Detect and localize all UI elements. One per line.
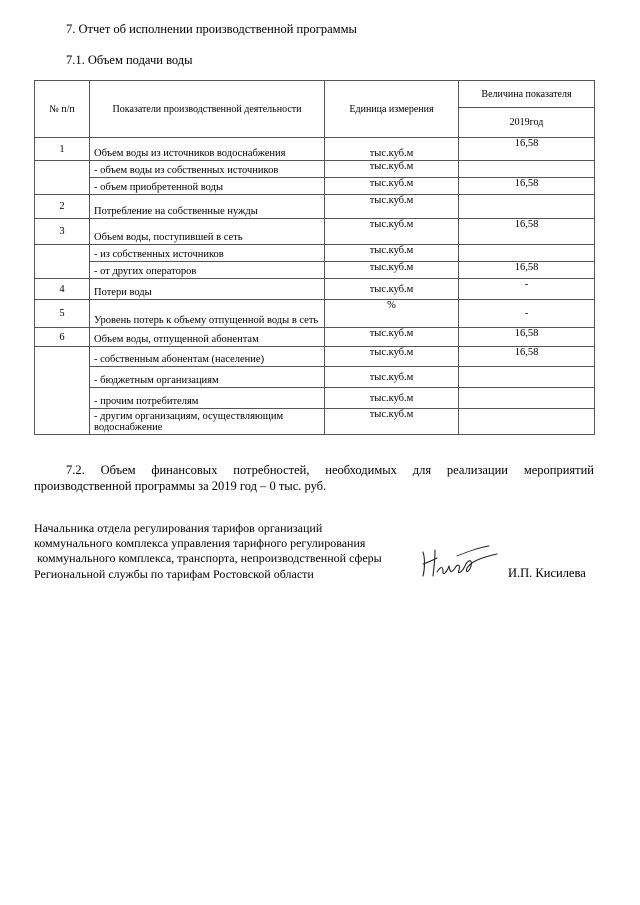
row-indicator: Потери воды <box>90 279 325 300</box>
table-row <box>35 161 595 178</box>
row-value: 16,58 <box>459 328 595 347</box>
row-indicator: Объем воды, поступившей в сеть <box>90 219 325 245</box>
row-num: 6 <box>35 328 90 347</box>
row-unit: тыс.куб.м <box>325 138 459 161</box>
table-row <box>35 367 595 388</box>
row-indicator: - другим организациям, осуществляющим водоснабжение <box>90 409 325 435</box>
row-value: - <box>459 300 595 328</box>
row-unit: тыс.куб.м <box>325 195 459 219</box>
signatory-position <box>34 521 382 582</box>
table-row <box>35 219 595 245</box>
table-row <box>35 409 595 435</box>
section-heading-7-1: 7.1. Объем подачи воды <box>66 53 193 67</box>
row-num: 5 <box>35 300 90 328</box>
row-num <box>35 347 90 435</box>
row-num: 3 <box>35 219 90 245</box>
row-indicator: - объем приобретенной воды <box>90 178 325 195</box>
row-indicator: - объем воды из собственных источников <box>90 161 325 178</box>
row-value <box>459 245 595 262</box>
row-value: 16,58 <box>459 178 595 195</box>
row-value: 16,58 <box>459 219 595 245</box>
row-unit: % <box>325 300 459 328</box>
header-num: № п/п <box>35 81 90 138</box>
table-row <box>35 195 595 219</box>
row-value <box>459 388 595 409</box>
paragraph-7-2-line1: 7.2. Объем финансовых потребностей, необходимых для реализации мероприятий <box>66 463 594 477</box>
row-num: 4 <box>35 279 90 300</box>
table-row <box>35 262 595 279</box>
row-unit: тыс.куб.м <box>325 178 459 195</box>
signatory-name: И.П. Кисилева <box>508 566 586 580</box>
row-unit: тыс.куб.м <box>325 347 459 367</box>
row-indicator: Уровень потерь к объему отпущенной воды в сеть <box>90 300 325 328</box>
water-supply-table <box>34 80 595 435</box>
table-row <box>35 138 595 161</box>
table-row <box>35 388 595 409</box>
row-unit: тыс.куб.м <box>325 409 459 435</box>
row-unit: тыс.куб.м <box>325 245 459 262</box>
row-unit: тыс.куб.м <box>325 262 459 279</box>
handwritten-signature <box>417 540 499 584</box>
header-value-group: Величина показателя <box>459 81 595 108</box>
section-heading-7: 7. Отчет об исполнении производственной программы <box>66 22 357 36</box>
header-unit: Единица измерения <box>325 81 459 138</box>
row-value: 16,58 <box>459 262 595 279</box>
row-value: 16,58 <box>459 347 595 367</box>
row-indicator: Объем воды, отпущенной абонентам <box>90 328 325 347</box>
row-unit: тыс.куб.м <box>325 161 459 178</box>
table-row <box>35 328 595 347</box>
row-unit: тыс.куб.м <box>325 219 459 245</box>
row-value: - <box>459 279 595 300</box>
row-value <box>459 367 595 388</box>
row-unit: тыс.куб.м <box>325 388 459 409</box>
row-indicator: - от других операторов <box>90 262 325 279</box>
row-indicator: - бюджетным организациям <box>90 367 325 388</box>
header-year: 2019год <box>459 108 595 138</box>
row-indicator: Потребление на собственные нужды <box>90 195 325 219</box>
position-line: Региональной службы по тарифам Ростовской области <box>34 566 314 581</box>
row-value <box>459 409 595 435</box>
table-row <box>35 178 595 195</box>
row-unit: тыс.куб.м <box>325 328 459 347</box>
row-value: 16,58 <box>459 138 595 161</box>
paragraph-7-2-line2: производственной программы за 2019 год – 0 тыс. руб. <box>34 479 327 493</box>
row-indicator: - собственным абонентам (население) <box>90 347 325 367</box>
row-value <box>459 195 595 219</box>
table-row <box>35 347 595 367</box>
position-line: коммунального комплекса управления тарифного регулирования <box>34 536 366 551</box>
row-indicator: - из собственных источников <box>90 245 325 262</box>
row-indicator: - прочим потребителям <box>90 388 325 409</box>
table-row <box>35 245 595 262</box>
row-num: 1 <box>35 138 90 161</box>
row-unit: тыс.куб.м <box>325 279 459 300</box>
row-value <box>459 161 595 178</box>
position-line: Начальника отдела регулирования тарифов организаций <box>34 521 323 535</box>
row-unit: тыс.куб.м <box>325 367 459 388</box>
table-row <box>35 279 595 300</box>
row-indicator: Объем воды из источников водоснабжения <box>90 138 325 161</box>
position-line: коммунального комплекса, транспорта, непроизводственной сферы <box>34 551 382 566</box>
row-num <box>35 161 90 195</box>
row-num <box>35 245 90 279</box>
row-num: 2 <box>35 195 90 219</box>
paragraph-7-2 <box>34 462 594 494</box>
header-indicator: Показатели производственной деятельности <box>90 81 325 138</box>
table-row <box>35 300 595 328</box>
